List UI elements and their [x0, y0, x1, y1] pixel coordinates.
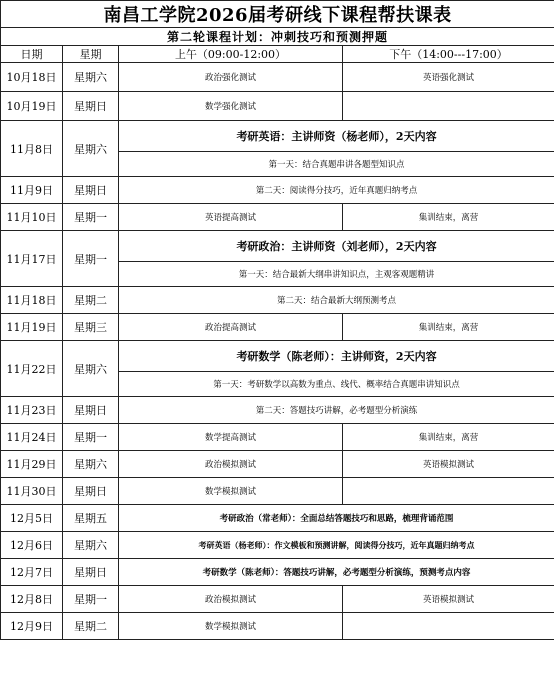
am-activity: 数学模拟测试	[119, 613, 343, 640]
am-activity: 数学强化测试	[119, 92, 343, 121]
weekday-cell: 星期六	[63, 121, 119, 177]
weekday-cell: 星期日	[63, 92, 119, 121]
weekday-cell: 星期三	[63, 314, 119, 341]
weekday-cell: 星期日	[63, 177, 119, 204]
date-cell: 11月9日	[1, 177, 63, 204]
date-cell: 12月5日	[1, 505, 63, 532]
date-cell: 11月17日	[1, 231, 63, 287]
header-weekday: 星期	[63, 46, 119, 63]
date-cell: 11月24日	[1, 424, 63, 451]
pm-activity	[343, 478, 554, 505]
weekday-cell: 星期二	[63, 613, 119, 640]
page-title: 南昌工学院2026届考研线下课程帮扶课表	[1, 1, 554, 28]
table-row	[1, 287, 554, 314]
course-headline: 考研政治：主讲师资（刘老师），2天内容	[119, 231, 554, 262]
course-detail: 第一天：结合真题串讲各题型知识点	[119, 152, 554, 177]
header-pm: 下午（14:00---17:00）	[343, 46, 554, 63]
date-cell: 12月6日	[1, 532, 63, 559]
date-cell: 11月8日	[1, 121, 63, 177]
weekday-cell: 星期一	[63, 424, 119, 451]
date-cell: 12月9日	[1, 613, 63, 640]
weekday-cell: 星期日	[63, 397, 119, 424]
table-row	[1, 505, 554, 532]
table-row	[1, 341, 554, 372]
pm-activity	[343, 613, 554, 640]
header-am: 上午（09:00-12:00）	[119, 46, 343, 63]
pm-activity: 集训结束，离营	[343, 314, 554, 341]
page-subtitle: 第二轮课程计划：冲刺技巧和预测押题	[1, 28, 554, 46]
am-activity: 政治模拟测试	[119, 451, 343, 478]
pm-activity: 集训结束，离营	[343, 204, 554, 231]
course-headline: 考研英语：主讲师资（杨老师），2天内容	[119, 121, 554, 152]
pm-activity: 集训结束，离营	[343, 424, 554, 451]
table-row	[1, 586, 554, 613]
am-activity: 数学模拟测试	[119, 478, 343, 505]
weekday-cell: 星期一	[63, 231, 119, 287]
table-row	[1, 204, 554, 231]
table-row	[1, 231, 554, 262]
course-headline: 考研数学（陈老师）：主讲师资，2天内容	[119, 341, 554, 372]
header-date: 日期	[1, 46, 63, 63]
table-row	[1, 532, 554, 559]
date-cell: 11月29日	[1, 451, 63, 478]
table-row	[1, 397, 554, 424]
full-day-activity: 第二天：答题技巧讲解，必考题型分析演练	[119, 397, 554, 424]
full-day-activity: 第二天：结合最新大纲预测考点	[119, 287, 554, 314]
am-activity: 数学提高测试	[119, 424, 343, 451]
full-day-activity: 考研数学（陈老师）：答题技巧讲解，必考题型分析演练，预测考点内容	[119, 559, 554, 586]
weekday-cell: 星期二	[63, 287, 119, 314]
weekday-cell: 星期五	[63, 505, 119, 532]
weekday-cell: 星期日	[63, 478, 119, 505]
date-cell: 12月7日	[1, 559, 63, 586]
date-cell: 10月18日	[1, 63, 63, 92]
table-row	[1, 559, 554, 586]
date-cell: 11月30日	[1, 478, 63, 505]
date-cell: 11月22日	[1, 341, 63, 397]
table-row	[1, 613, 554, 640]
date-cell: 12月8日	[1, 586, 63, 613]
full-day-activity: 第二天：阅读得分技巧，近年真题归纳考点	[119, 177, 554, 204]
table-row	[1, 478, 554, 505]
date-cell: 10月19日	[1, 92, 63, 121]
header-row	[1, 46, 554, 63]
table-row	[1, 121, 554, 152]
am-activity: 政治模拟测试	[119, 586, 343, 613]
am-activity: 英语提高测试	[119, 204, 343, 231]
date-cell: 11月19日	[1, 314, 63, 341]
date-cell: 11月23日	[1, 397, 63, 424]
course-detail: 第一天：考研数学以高数为重点、线代、概率结合真题串讲知识点	[119, 372, 554, 397]
full-day-activity: 考研政治（常老师）：全面总结答题技巧和思路，梳理背诵范围	[119, 505, 554, 532]
table-row	[1, 314, 554, 341]
weekday-cell: 星期六	[63, 63, 119, 92]
table-row	[1, 177, 554, 204]
pm-activity: 英语模拟测试	[343, 451, 554, 478]
weekday-cell: 星期一	[63, 204, 119, 231]
weekday-cell: 星期六	[63, 341, 119, 397]
am-activity: 政治提高测试	[119, 314, 343, 341]
pm-activity	[343, 92, 554, 121]
weekday-cell: 星期日	[63, 559, 119, 586]
pm-activity: 英语强化测试	[343, 63, 554, 92]
table-row	[1, 424, 554, 451]
table-row	[1, 92, 554, 121]
date-cell: 11月18日	[1, 287, 63, 314]
weekday-cell: 星期六	[63, 451, 119, 478]
weekday-cell: 星期六	[63, 532, 119, 559]
pm-activity: 英语模拟测试	[343, 586, 554, 613]
table-row	[1, 63, 554, 92]
am-activity: 政治强化测试	[119, 63, 343, 92]
table-row	[1, 451, 554, 478]
weekday-cell: 星期一	[63, 586, 119, 613]
date-cell: 11月10日	[1, 204, 63, 231]
full-day-activity: 考研英语（杨老师）：作文模板和预测讲解，阅读得分技巧，近年真题归纳考点	[119, 532, 554, 559]
course-detail: 第一天：结合最新大纲串讲知识点，主观客观题精讲	[119, 262, 554, 287]
